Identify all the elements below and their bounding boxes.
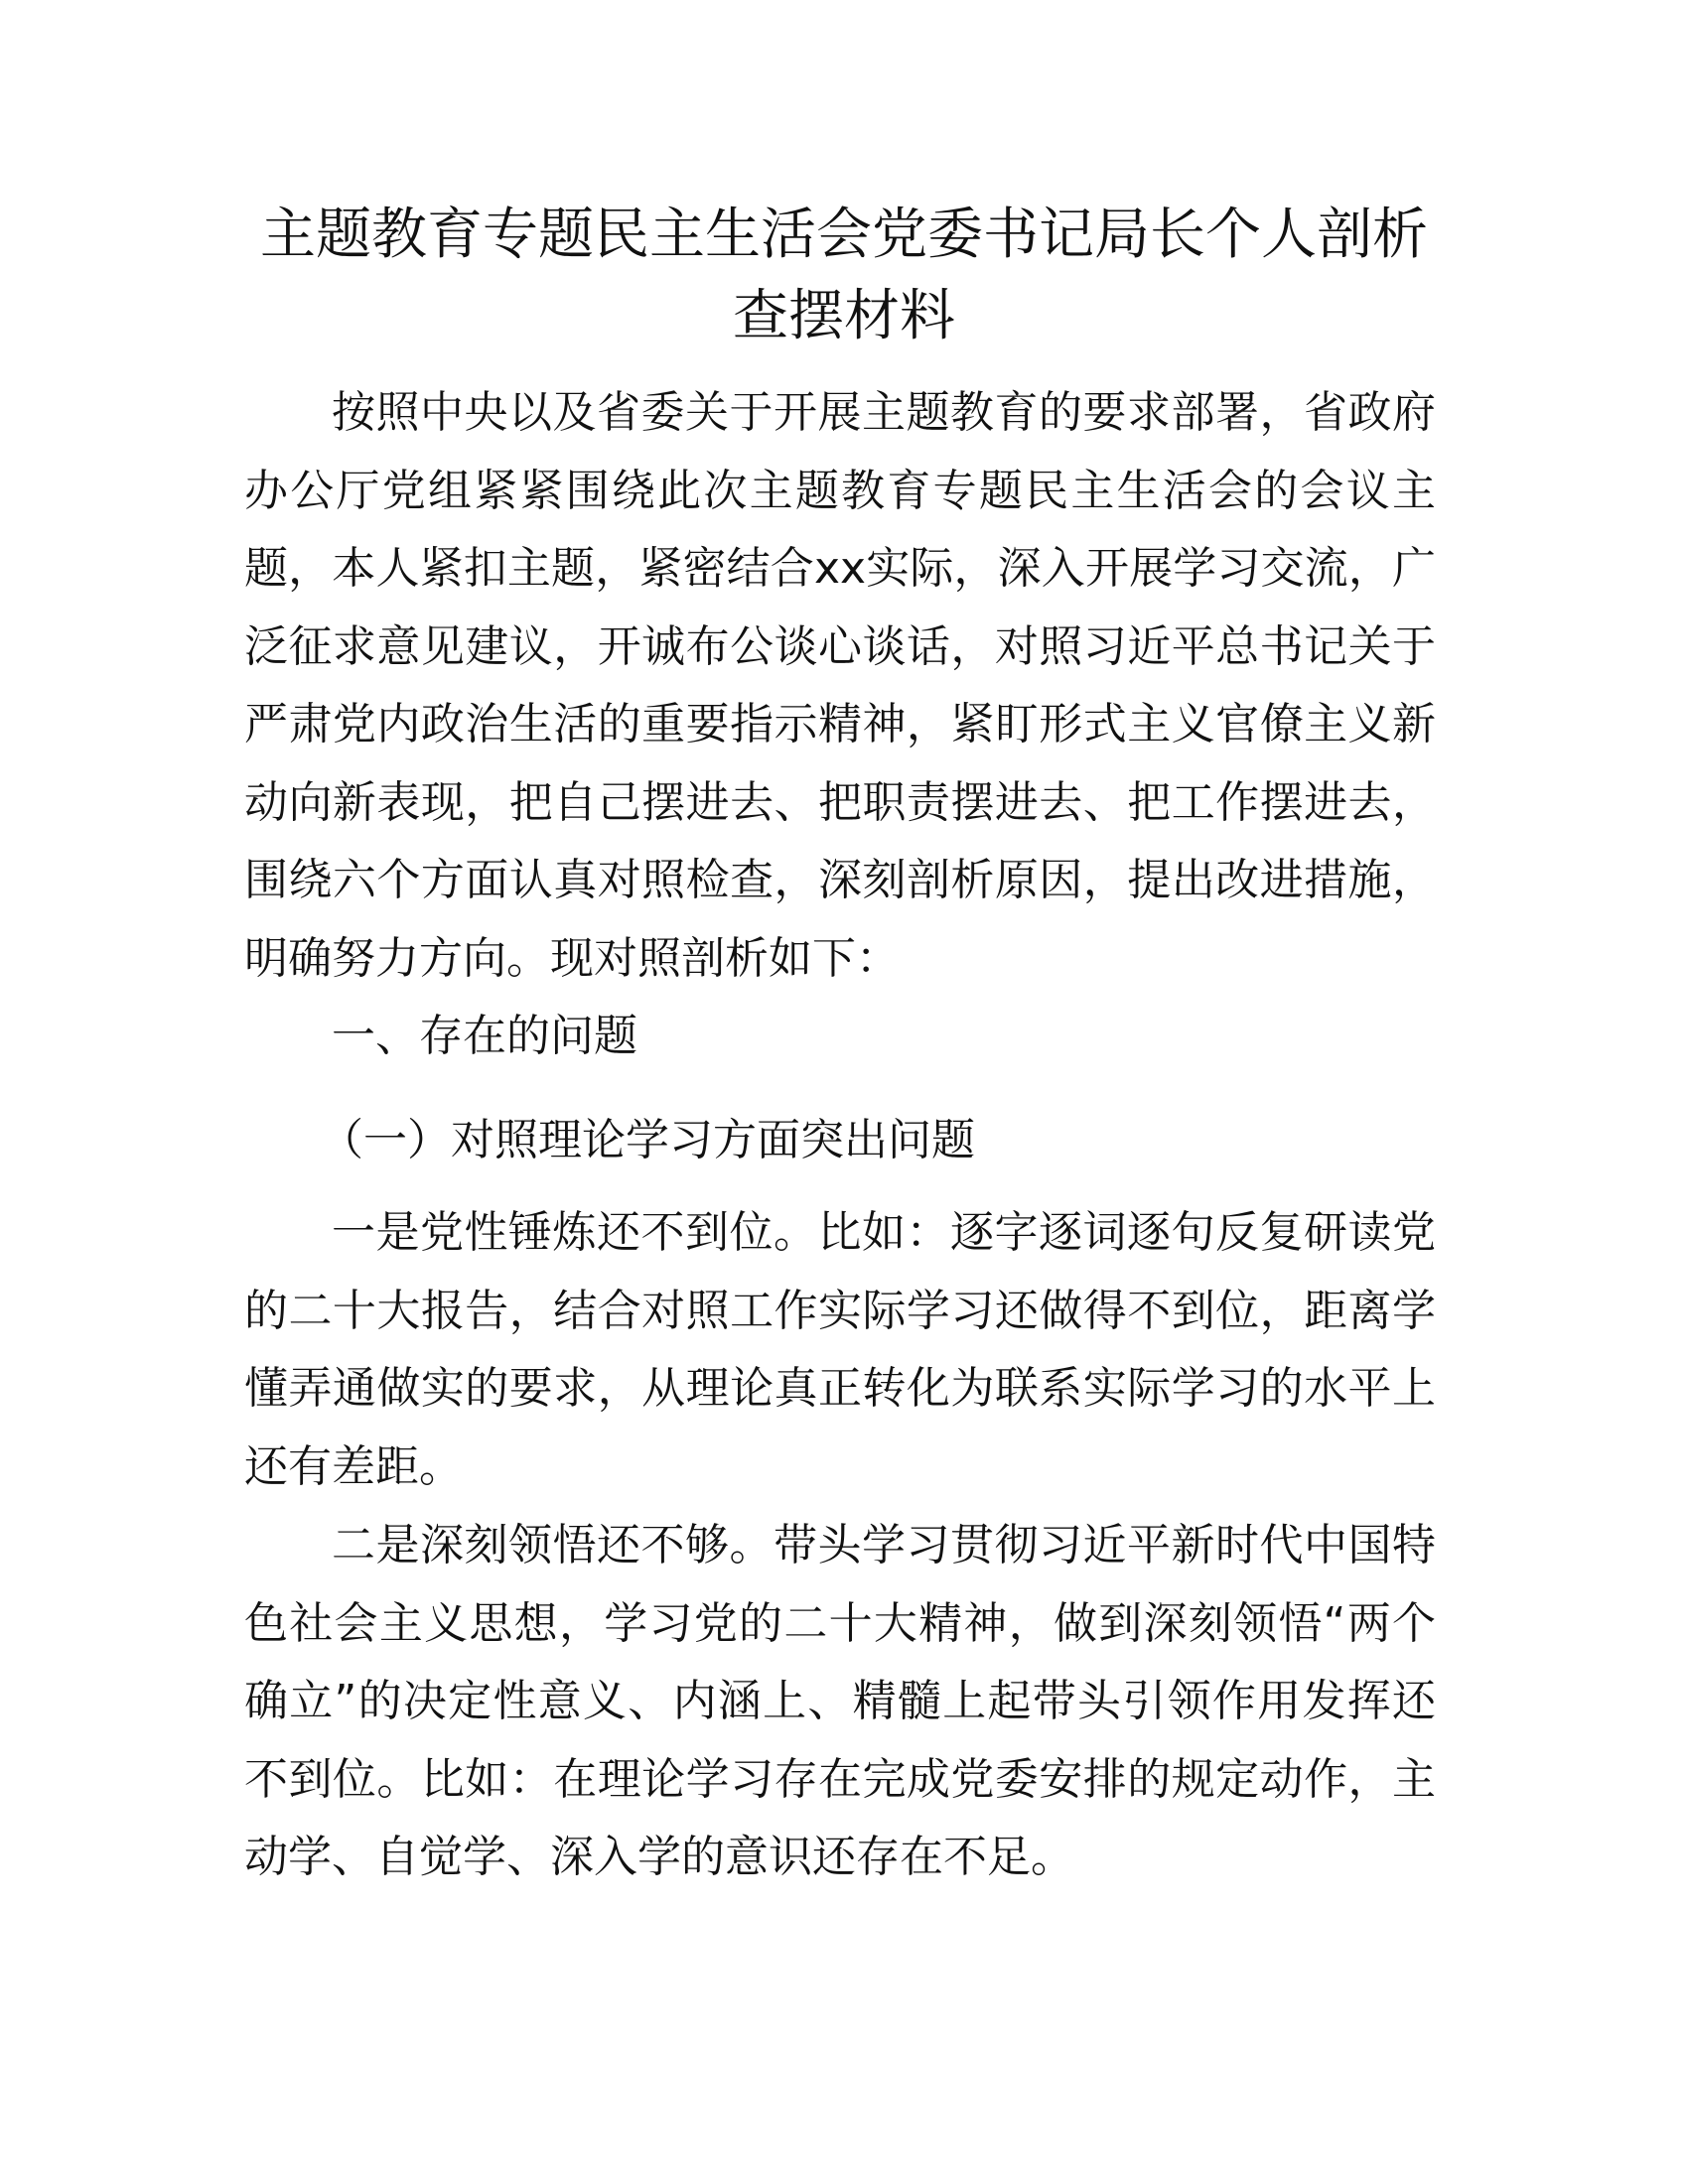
intro-paragraph: 按照中央以及省委关于开展主题教育的要求部署，省政府办公厅党组紧紧围绕此次主题教育专题民主生活会的会议主题，本人紧扣主题，紧密结合xx实际，深入开展学习交流，广泛征求意见建议，开诚布公谈心谈话，对照习近平总书记关于严肃党内政治生活的重要指示精神，紧盯形式主义官僚主义新动向新表现，把自己摆进去、把职责摆进去、把工作摆进去，围绕六个方面认真对照检查，深刻剖析原因，提出改进措施，明确努力方向。现对照剖析如下： <box>244 387 1436 984</box>
section-heading: 一、存在的问题 <box>332 1011 637 1061</box>
point-two-paragraph: 二是深刻领悟还不够。带头学习贯彻习近平新时代中国特色社会主义思想，学习党的二十大精神，做到深刻领悟“两个确立”的决定性意义、内涵上、精髓上起带头引领作用发挥还不到位。比如：在理论学习存在完成党委安排的规定动作，主动学、自觉学、深入学的意识还存在不足。 <box>244 1520 1436 1882</box>
point-one-paragraph: 一是党性锤炼还不到位。比如：逐字逐词逐句反复研读党的二十大报告，结合对照工作实际学习还做得不到位，距离学懂弄通做实的要求，从理论真正转化为联系实际学习的水平上还有差距。 <box>244 1207 1436 1492</box>
subsection-heading: （一）对照理论学习方面突出问题 <box>320 1115 975 1165</box>
document-title: 主题教育专题民主生活会党委书记局长个人剖析查摆材料 <box>260 203 1428 348</box>
